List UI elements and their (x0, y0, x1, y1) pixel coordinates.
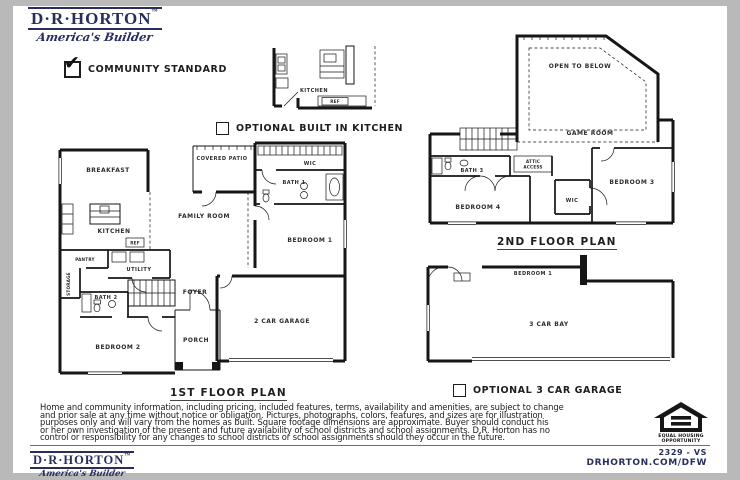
room-label-bedroom3: BEDROOM 3 (609, 179, 655, 186)
community-standard-label: COMMUNITY STANDARD (88, 64, 227, 75)
door-arcs (428, 267, 462, 283)
first-floor-plan-drawing (52, 140, 347, 390)
room-label-bath2: BATH 2 (94, 295, 118, 301)
wordmark-text: D·R·HORTON (31, 9, 152, 28)
appliance-label-ref: REF (330, 99, 340, 104)
drhorton-logo (28, 7, 162, 44)
porch-outline (175, 290, 220, 370)
room-label-wic: WIC (565, 198, 579, 204)
room-label-bath3: BATH 3 (460, 168, 484, 174)
checkmark-icon: ✔ (64, 52, 80, 74)
community-standard-option (64, 52, 227, 78)
community-standard-checkbox[interactable] (64, 52, 81, 78)
logo-tagline: America's Builder (35, 30, 154, 45)
second-floor-caption: 2ND FLOOR PLAN (497, 236, 617, 248)
optional-garage-option (453, 384, 622, 397)
drhorton-wordmark (28, 7, 162, 30)
room-label-pantry: PANTRY (75, 257, 95, 262)
footer-wordmark-text: D·R·HORTON (33, 453, 125, 467)
optional-kitchen-label: OPTIONAL BUILT IN KITCHEN (236, 123, 404, 134)
room-label-bedroom1: BEDROOM 1 (287, 237, 333, 244)
room-labels (514, 271, 569, 328)
optional-kitchen-drawing (262, 34, 382, 124)
ceiling-dashed-lines (150, 192, 248, 268)
room-label-bedroom2: BEDROOM 2 (95, 344, 141, 351)
disclaimer-line: and prior sale at any time without notice or obligation. Pictures, photographs, colors, features, and sizes are for illustration (40, 409, 543, 420)
optional-kitchen-option (216, 122, 403, 135)
room-label-kitchen: KITCHEN (97, 228, 131, 235)
room-label-porch: PORCH (182, 337, 210, 344)
appliance-label-ref: REF (130, 240, 140, 246)
room-label-bath1: BATH 1 (282, 180, 306, 186)
footer-info (587, 448, 708, 468)
optional-garage-drawing (420, 253, 685, 381)
windows (426, 305, 670, 361)
covered-patio-outline (193, 146, 255, 192)
equal-housing-opportunity-icon (652, 401, 710, 443)
optional-garage-label: OPTIONAL 3 CAR GARAGE (473, 385, 623, 396)
open-to-below-walls (517, 36, 658, 142)
room-label-game-room: GAME ROOM (566, 130, 614, 137)
room-label-3-car-bay: 3 CAR BAY (529, 321, 569, 328)
stairs (128, 280, 175, 306)
eho-label-line1: EQUAL HOUSING (658, 434, 704, 439)
first-floor-caption: 1ST FLOOR PLAN (170, 387, 287, 399)
disclaimer-line: or her own investigation of the present and future availability of school districts and school assignments. D.R. Horton has no (40, 424, 550, 435)
trademark-symbol: ™ (151, 9, 159, 15)
room-label-breakfast: BREAKFAST (86, 167, 130, 174)
closet-hatch (258, 146, 342, 155)
room-label-storage: STORAGE (66, 272, 71, 296)
footer-trademark-symbol: ™ (124, 453, 132, 459)
room-label-open-to-below: OPEN TO BELOW (548, 63, 612, 70)
optional-garage-checkbox[interactable] (453, 384, 466, 397)
room-label-attic-access-line1: ATTIC (525, 159, 541, 164)
stairs (460, 128, 517, 150)
kitchen-fixtures (276, 46, 366, 106)
disclaimer-line: purposes only and will vary from the homes as built. Square footage dimensions are approximate. Buyer should conduct his (40, 417, 549, 428)
disclaimer-line: Home and community information, including pricing, included features, terms, availability and amenities, are subject to change (40, 402, 564, 412)
footer-wordmark (30, 451, 134, 469)
disclaimer-line: control or responsibility for any changes to school districts or school assignments should they occur in the future. (40, 432, 505, 443)
room-label-2-car-garage: 2 CAR GARAGE (254, 318, 310, 325)
eho-label-line2: OPPORTUNITY (661, 439, 701, 443)
disclaimer-text (40, 404, 564, 442)
walls (274, 46, 375, 108)
footer-divider (30, 445, 710, 446)
room-label-family-room: FAMILY ROOM (178, 213, 230, 220)
second-floor-plan-drawing (420, 22, 685, 234)
plan-code: 2329 - VS (658, 448, 707, 457)
room-label-bedroom1: BEDROOM 1 (513, 271, 553, 277)
footer-logo-tagline: America's Builder (38, 469, 126, 479)
room-label-kitchen: KITCHEN (299, 88, 329, 94)
footer-drhorton-logo (30, 449, 134, 479)
room-label-utility: UTILITY (126, 267, 152, 273)
optional-kitchen-checkbox[interactable] (216, 122, 229, 135)
room-label-attic-access-line2: ACCESS (523, 164, 543, 170)
equals-bar-bottom (671, 422, 691, 426)
equals-bar-top (671, 416, 691, 420)
website-url: DRHORTON.COM/DFW (586, 458, 707, 468)
room-label-bedroom4: BEDROOM 4 (455, 204, 501, 211)
room-label-covered-patio: COVERED PATIO (196, 156, 248, 162)
room-label-wic: WIC (303, 161, 317, 167)
room-label-foyer: FOYER (182, 289, 208, 296)
room-labels (66, 156, 333, 351)
